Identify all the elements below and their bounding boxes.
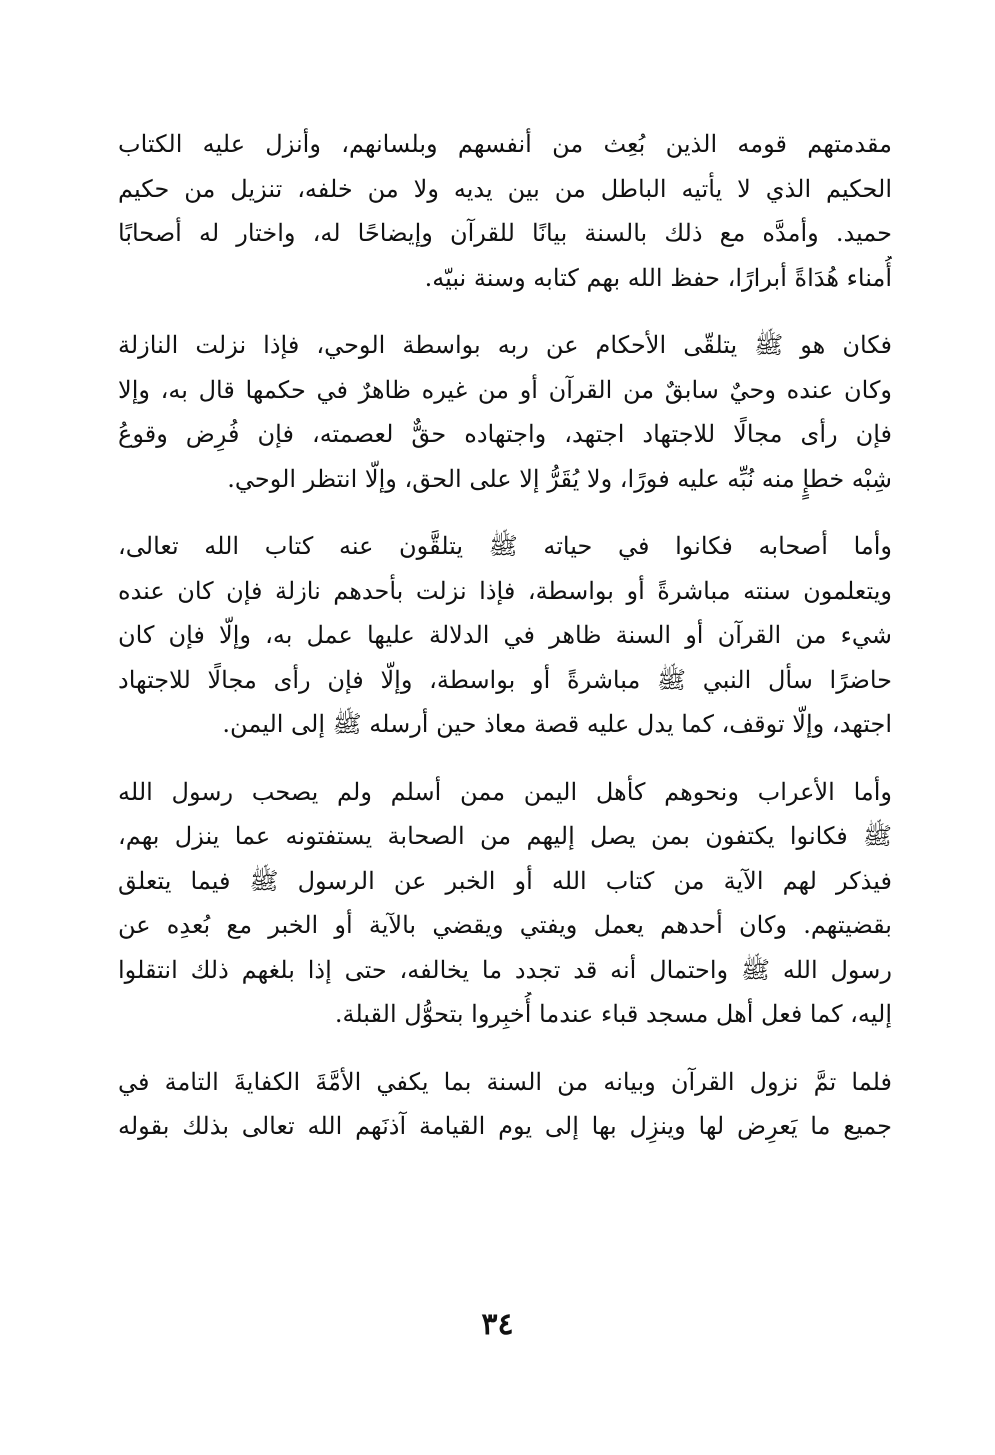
text-line: أُمناء هُدَاةً أبرارًا، حفظ الله بهم كتابه وسنة نبيّه.: [424, 263, 892, 292]
text-line: ويتعلمون سنته مباشرةً أو بواسطة، فإذا نزلت بأحدهم نازلة فإن كان عنده: [118, 576, 892, 605]
text-line: وأما الأعراب ونحوهم كأهل اليمن ممن أسلم ولم يصحب رسول الله: [118, 777, 892, 806]
text-line: فكان هو ﷺ يتلقّى الأحكام عن ربه بواسطة الوحي، فإذا نزلت النازلة: [118, 331, 892, 359]
paragraph-5: [118, 1060, 892, 1149]
text-line: حميد. وأمدَّه مع ذلك بالسنة بيانًا للقرآن وإيضاحًا له، واختار له أصحابًا: [118, 219, 892, 247]
text-line: رسول الله ﷺ واحتمال أنه قد تجدد ما يخالفه، حتى إذا بلغهم ذلك انتقلوا: [118, 955, 892, 984]
text-line: جميع ما يَعرِض لها وينزِل بها إلى يوم القيامة آذنَهم الله تعالى بذلك بقوله: [118, 1112, 892, 1140]
text-line: فلما تمَّ نزول القرآن وبيانه من السنة بما يكفي الأمَّةَ الكفايةَ التامة في: [118, 1067, 892, 1096]
paragraph-2: [118, 323, 892, 501]
text-line: إليه، كما فعل أهل مسجد قباء عندما أُخبِروا بتحوُّل القبلة.: [334, 1000, 892, 1028]
text-line: ﷺ فكانوا يكتفون بمن يصل إليهم من الصحابة يستفتونه عما ينزل بهم،: [118, 822, 892, 850]
text-line: شِبْه خطإٍ منه نُبِّه عليه فورًا، ولا يُقَرُّ إلا على الحق، وإلّا انتظر الوحي.: [227, 464, 892, 493]
text-line: وأما أصحابه فكانوا في حياته ﷺ يتلقَّون عنه كتاب الله تعالى،: [118, 532, 892, 560]
text-line: بقضيتهم. وكان أحدهم يعمل ويفتي ويقضي بالآية أو الخبر مع بُعدِه عن: [118, 911, 892, 939]
text-line: فإن رأى مجالًا للاجتهاد اجتهد، واجتهاده حقٌّ لعصمته، فإن فُرِض وقوعُ: [118, 420, 892, 448]
paragraph-1: [118, 122, 892, 300]
text-line: حاضرًا سأل النبي ﷺ مباشرةً أو بواسطة، وإلّا فإن رأى مجالًا للاجتهاد: [118, 665, 892, 694]
text-line: وكان عنده وحيٌ سابقٌ من القرآن أو من غيره ظاهرٌ في حكمها قال به، وإلا: [118, 375, 892, 404]
paragraph-3: [118, 524, 892, 747]
page-body-text: [118, 122, 892, 1172]
page-number: ٣٤: [481, 1307, 514, 1342]
text-line: مقدمتهم قومه الذين بُعِث من أنفسهم وبلسانهم، وأنزل عليه الكتاب: [118, 130, 892, 158]
text-line: اجتهد، وإلّا توقف، كما يدل عليه قصة معاذ حين أرسله ﷺ إلى اليمن.: [222, 710, 892, 738]
text-line: فيذكر لهم الآية من كتاب الله أو الخبر عن الرسول ﷺ فيما يتعلق: [118, 866, 892, 895]
text-line: شيء من القرآن أو السنة ظاهر في الدلالة عليها عمل به، وإلّا فإن كان: [118, 621, 892, 649]
paragraph-4: [118, 770, 892, 1037]
text-line: الحكيم الذي لا يأتيه الباطل من بين يديه ولا من خلفه، تنزيل من حكيم: [118, 174, 892, 203]
